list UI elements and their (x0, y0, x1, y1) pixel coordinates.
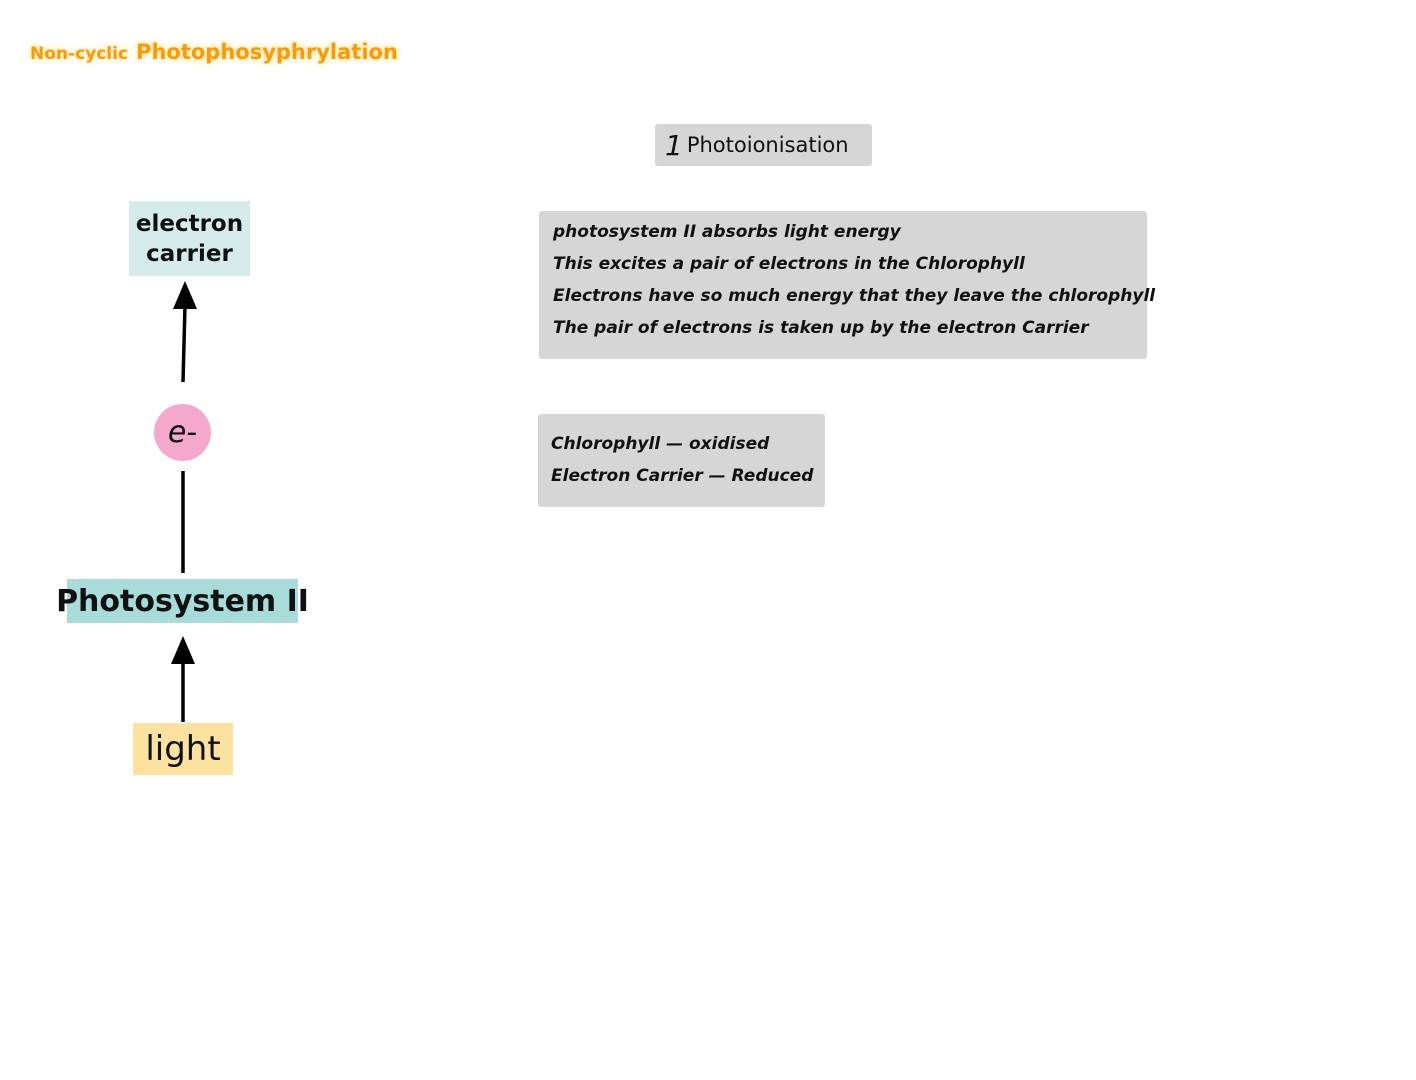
explanation-box (539, 211, 1156, 359)
electron-carrier-box (129, 201, 250, 276)
summary-box (538, 414, 825, 507)
title-part-2: Photophosyphrylation (136, 40, 398, 64)
electron-carrier-label-line2: carrier (146, 240, 233, 267)
photosystem-label: Photosystem II (56, 583, 309, 619)
photosystem-box (56, 579, 309, 623)
page-title (30, 40, 398, 64)
arrowhead-carrier (173, 281, 197, 309)
electron-carrier-label-line1: electron (135, 210, 244, 237)
arrowhead-photosystem (171, 636, 195, 664)
electron-circle (154, 404, 211, 461)
explanation-line: This excites a pair of electrons in the Chlorophyll (553, 254, 1025, 274)
light-box (133, 723, 233, 775)
arrow-electron-to-carrier (183, 305, 185, 382)
title-part-1: Non-cyclic (30, 44, 129, 64)
summary-line: Chlorophyll — oxidised (551, 434, 770, 454)
explanation-line: photosystem II absorbs light energy (553, 222, 901, 242)
summary-line: Electron Carrier — Reduced (551, 466, 814, 486)
step-header (655, 124, 872, 166)
explanation-line: Electrons have so much energy that they leave the chlorophyll (553, 286, 1156, 306)
explanation-line: The pair of electrons is taken up by the electron Carrier (553, 318, 1089, 338)
electron-label: e- (167, 415, 198, 450)
step-title: Photoionisation (686, 133, 849, 157)
step-number: 1 (665, 128, 683, 162)
light-label: light (145, 729, 221, 769)
